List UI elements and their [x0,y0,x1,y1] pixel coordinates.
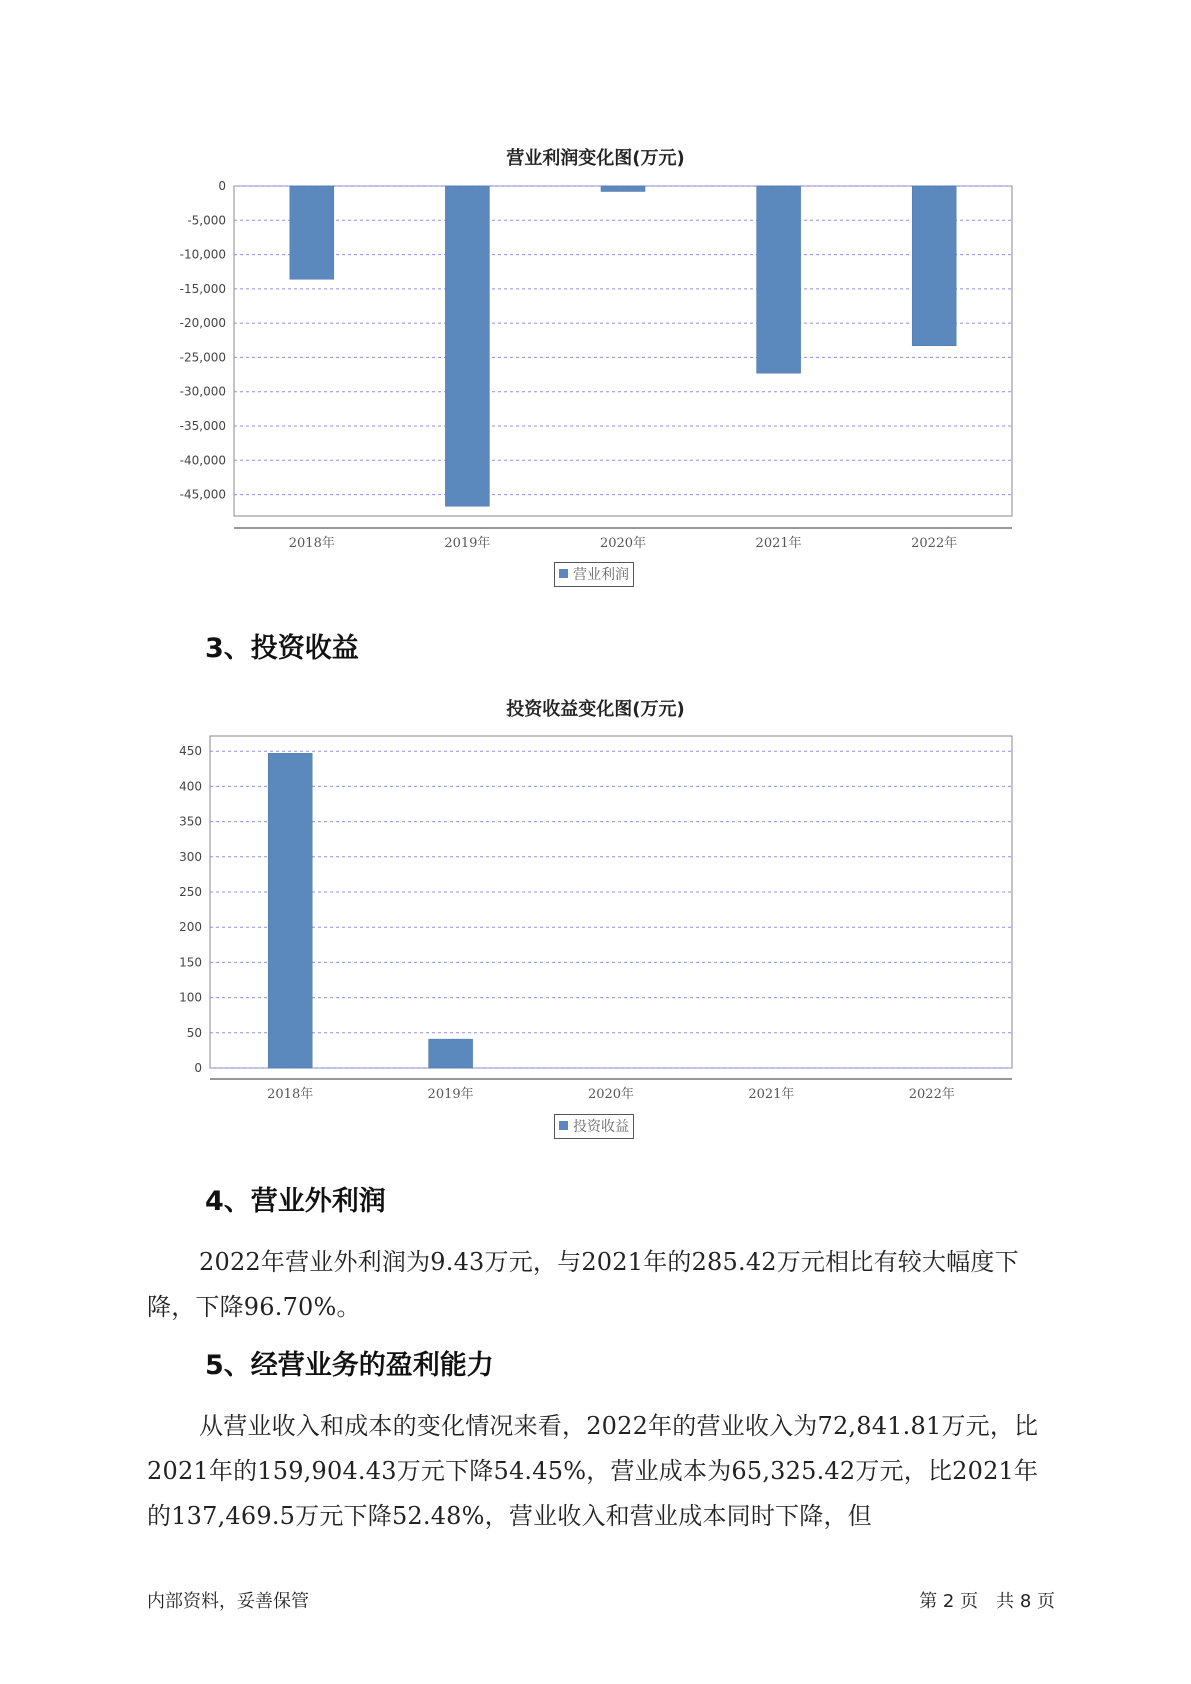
y-tick-label: -45,000 [179,487,226,502]
chart-title-investment-income: 投资收益变化图(万元) [506,699,685,720]
y-tick-label: 0 [218,179,226,193]
legend-label: 投资收益 [573,1119,629,1135]
y-tick-label: -30,000 [179,384,226,399]
chart-title-operating-profit: 营业利润变化图(万元) [506,148,685,169]
paragraph-profitability: 从营业收入和成本的变化情况来看，2022年的营业收入为72,841.81万元，比2021年的159,904.43万元下降54.45%，营业成本为65,325.42万元，比2021年的137,469.5万元下降52.48%，营业收入和营业成本同时下降，但 [147,1412,1039,1530]
legend-swatch [559,1121,568,1130]
plot-area [210,736,1012,1068]
x-tick-label: 2021年 [748,1087,795,1102]
y-tick-label: -20,000 [179,316,226,331]
y-tick-label: 100 [179,990,202,1005]
x-tick-label: 2022年 [911,536,958,551]
y-tick-label: 50 [186,1025,202,1040]
y-tick-label: 450 [179,744,202,759]
x-tick-label: 2019年 [444,536,491,551]
x-tick-label: 2020年 [587,1087,635,1102]
bar [268,753,312,1068]
y-tick-label: 300 [179,849,202,864]
x-tick-label: 2018年 [288,536,335,551]
y-tick-label: 250 [179,885,202,899]
legend-investment-income [554,1114,634,1139]
y-tick-label: -10,000 [179,247,226,262]
legend-swatch [559,569,568,578]
y-tick-label: 0 [194,1061,202,1075]
y-tick-label: 200 [179,920,202,935]
y-tick-label: -25,000 [179,350,226,365]
y-tick-label: 400 [179,779,202,794]
legend-operating-profit [554,562,634,587]
legend-label: 营业利润 [573,567,629,583]
bar [429,1039,473,1068]
y-tick-label: -15,000 [179,281,226,296]
heading-profitability: 5、经营业务的盈利能力 [205,1350,494,1381]
footer-page-number: 第 2 页 共 8 页 [919,1591,1055,1612]
heading-non-operating-profit: 4、营业外利润 [205,1186,386,1217]
y-tick-label: 150 [179,955,202,970]
y-tick-label: -35,000 [179,419,226,433]
y-tick-label: 350 [179,814,202,829]
y-tick-label: -5,000 [187,213,226,228]
footer-confidential: 内部资料，妥善保管 [147,1591,309,1612]
x-tick-label: 2019年 [427,1087,474,1102]
x-tick-label: 2020年 [599,536,647,551]
paragraph-non-operating-profit: 2022年营业外利润为9.43万元，与2021年的285.42万元相比有较大幅度下降，下降96.70%。 [147,1248,1019,1321]
heading-investment-income: 3、投资收益 [205,633,359,664]
x-tick-label: 2018年 [267,1087,314,1102]
y-tick-label: -40,000 [179,453,226,468]
x-tick-label: 2022年 [908,1087,955,1102]
x-tick-label: 2021年 [755,536,802,551]
